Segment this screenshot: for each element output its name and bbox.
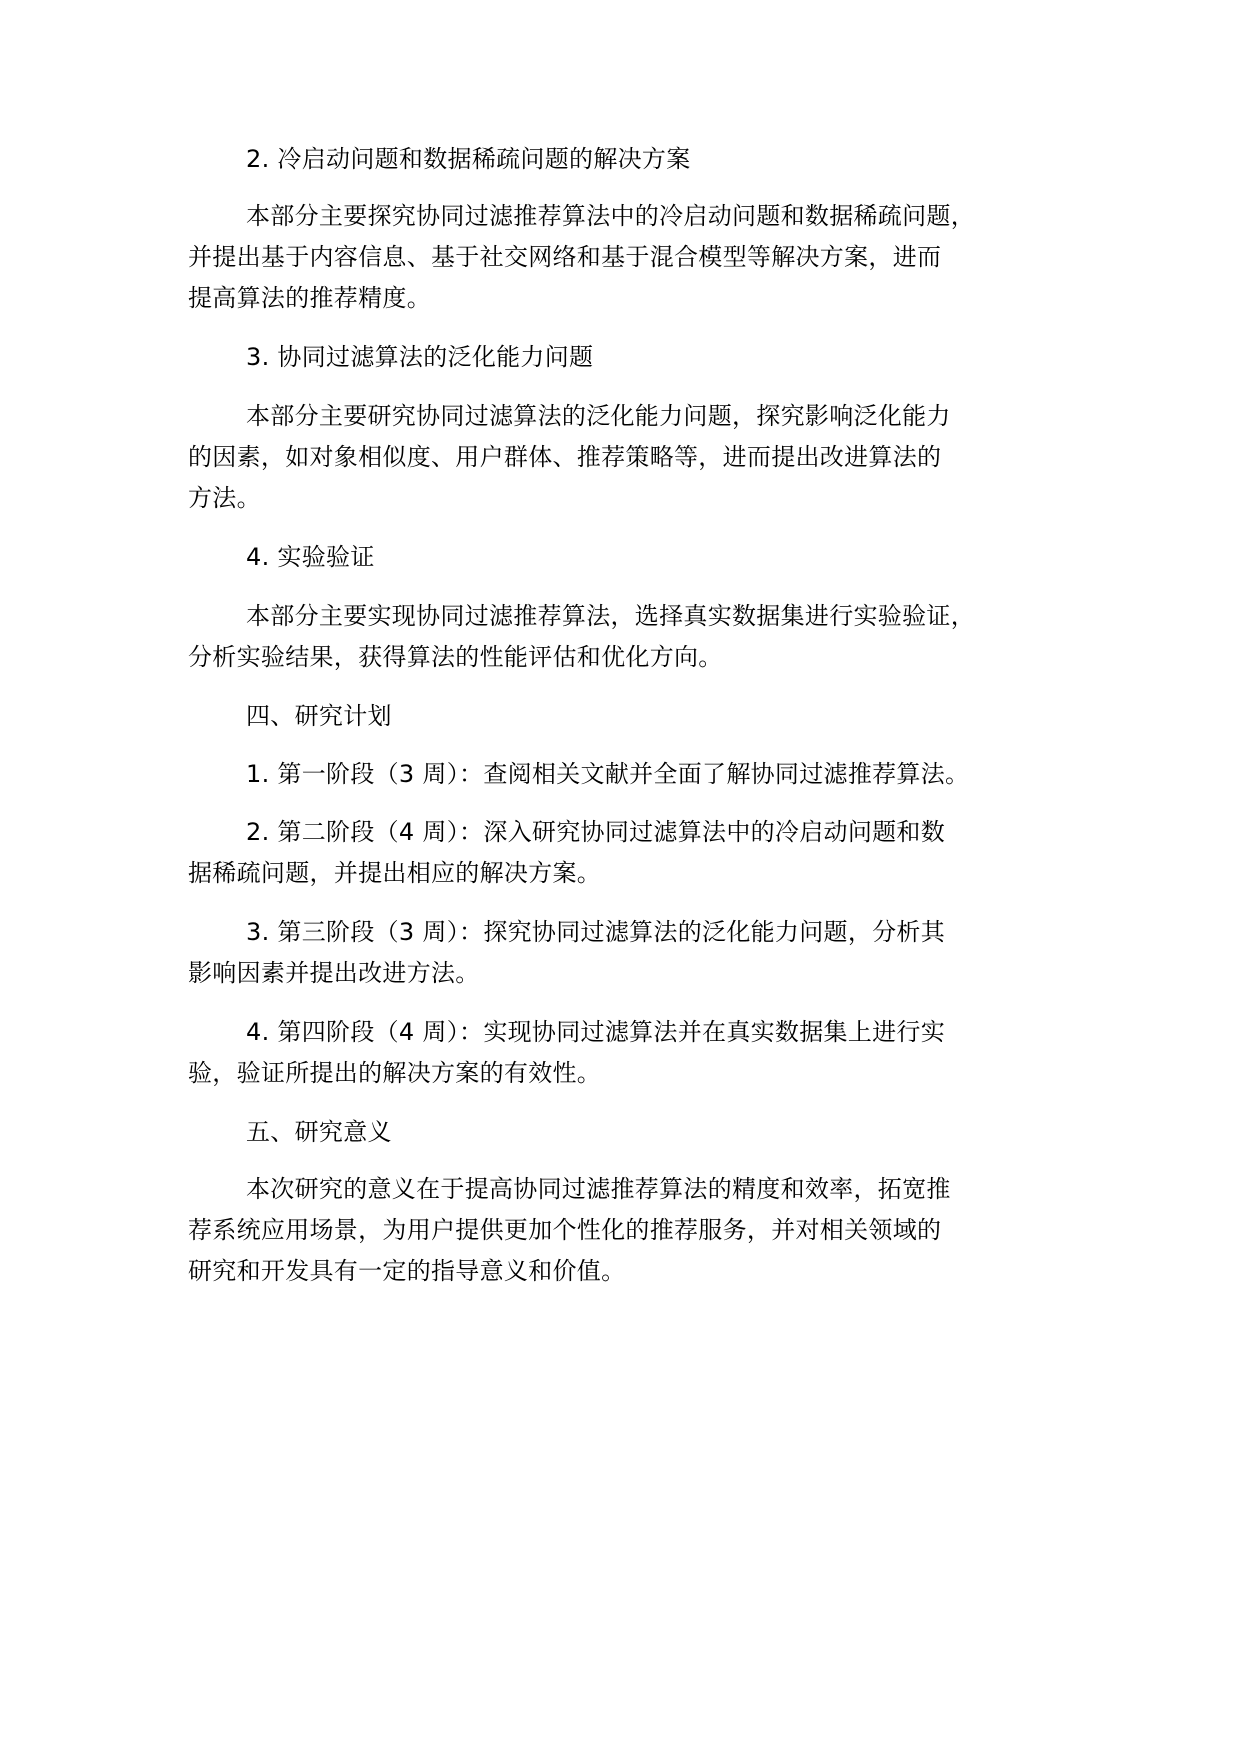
paragraph-line: 本部分主要探究协同过滤推荐算法中的冷启动问题和数据稀疏问题，: [246, 202, 975, 230]
paragraph-line: 本次研究的意义在于提高协同过滤推荐算法的精度和效率，拓宽推: [246, 1175, 951, 1203]
section-heading: 4. 实验验证: [246, 543, 375, 571]
plan-item-line: 据稀疏问题，并提出相应的解决方案。: [188, 859, 602, 887]
significance-heading: 五、研究意义: [246, 1118, 392, 1146]
paragraph-line: 并提出基于内容信息、基于社交网络和基于混合模型等解决方案，进而: [188, 243, 942, 271]
section-heading: 2. 冷启动问题和数据稀疏问题的解决方案: [246, 145, 691, 173]
paragraph-line: 本部分主要研究协同过滤算法的泛化能力问题，探究影响泛化能力: [246, 402, 951, 430]
plan-heading: 四、研究计划: [246, 702, 392, 730]
paragraph-line: 分析实验结果，获得算法的性能评估和优化方向。: [188, 643, 723, 671]
section-heading: 3. 协同过滤算法的泛化能力问题: [246, 343, 594, 371]
paragraph-line: 提高算法的推荐精度。: [188, 284, 431, 312]
paragraph-line: 方法。: [188, 484, 261, 512]
plan-item-line: 影响因素并提出改进方法。: [188, 959, 480, 987]
plan-item-line: 验，验证所提出的解决方案的有效性。: [188, 1059, 602, 1087]
paragraph-line: 的因素，如对象相似度、用户群体、推荐策略等，进而提出改进算法的: [188, 443, 942, 471]
plan-item-line: 4. 第四阶段（4 周）：实现协同过滤算法并在真实数据集上进行实: [246, 1018, 946, 1046]
paragraph-line: 荐系统应用场景，为用户提供更加个性化的推荐服务，并对相关领域的: [188, 1216, 942, 1244]
paragraph-line: 本部分主要实现协同过滤推荐算法，选择真实数据集进行实验验证，: [246, 602, 975, 630]
plan-item-line: 2. 第二阶段（4 周）：深入研究协同过滤算法中的冷启动问题和数: [246, 818, 946, 846]
plan-item-line: 3. 第三阶段（3 周）：探究协同过滤算法的泛化能力问题，分析其: [246, 918, 946, 946]
paragraph-line: 研究和开发具有一定的指导意义和价值。: [188, 1257, 626, 1285]
plan-item-line: 1. 第一阶段（3 周）：查阅相关文献并全面了解协同过滤推荐算法。: [246, 760, 970, 788]
